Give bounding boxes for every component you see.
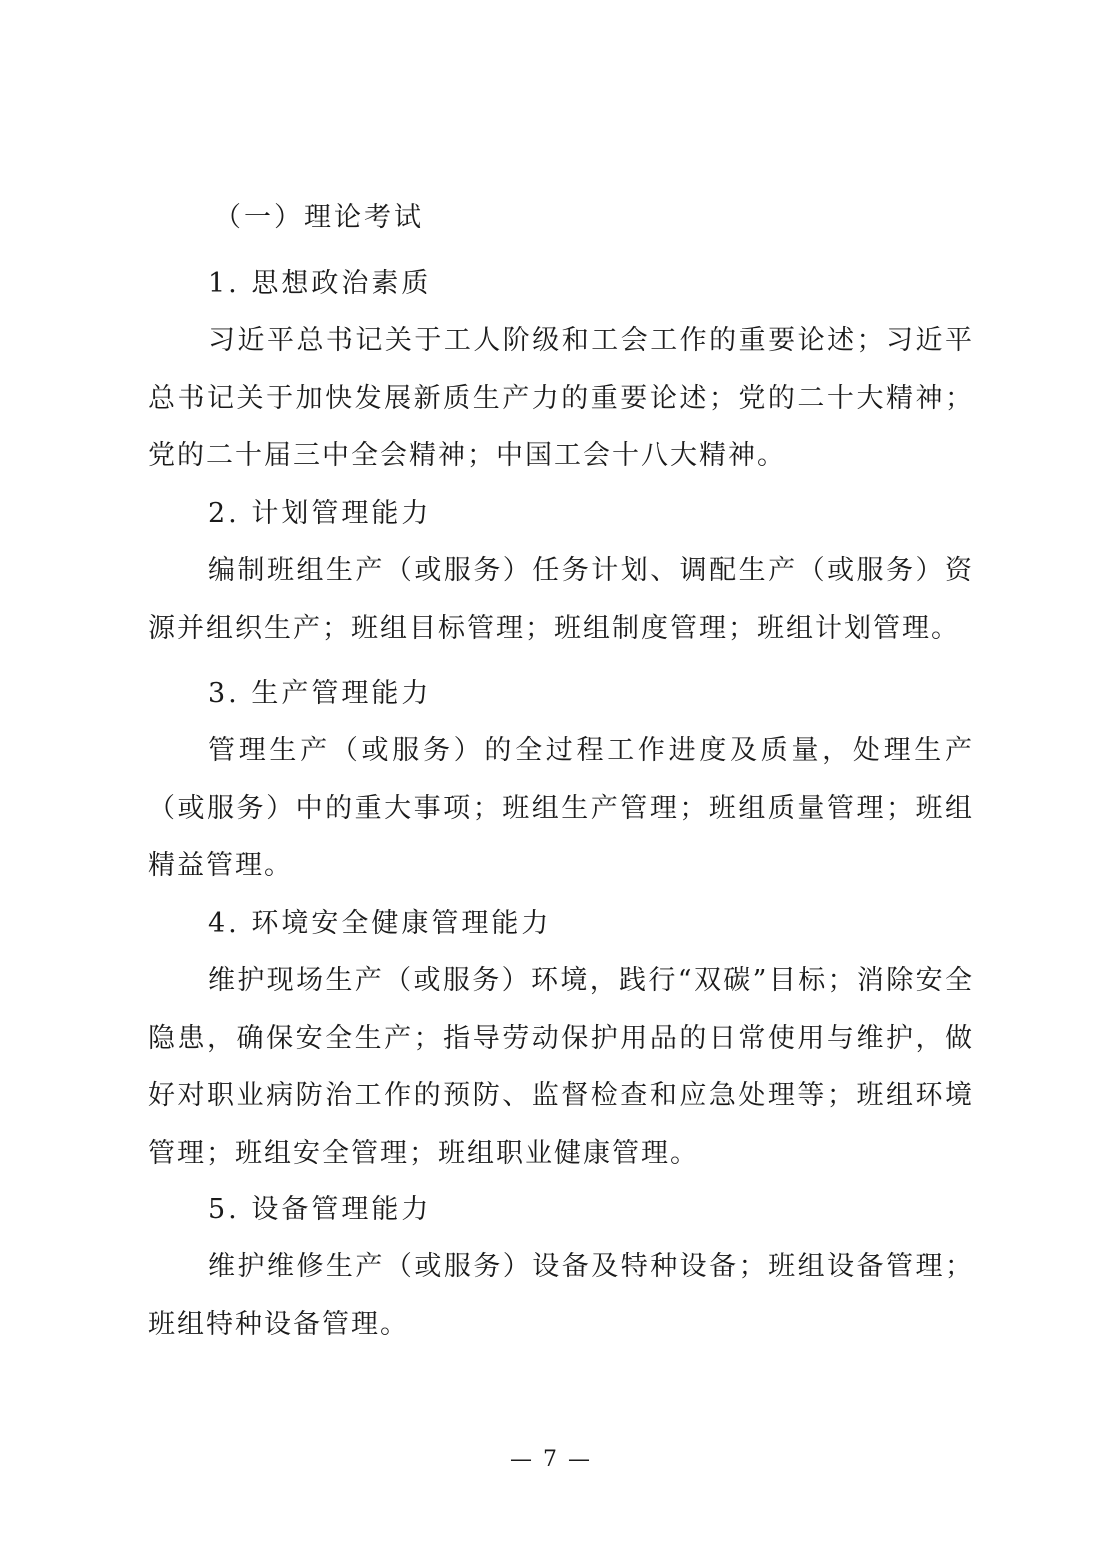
item-3-heading: 3. 生产管理能力: [208, 678, 432, 709]
item-3-body: 管理生产（或服务）的全过程工作进度及质量，处理生产（或服务）中的重大事项；班组生产管理；班组质量管理；班组精益管理。: [148, 735, 974, 881]
item-1-heading: 1. 思想政治素质: [208, 268, 432, 299]
item-4-body: 维护现场生产（或服务）环境，践行“双碳”目标；消除安全隐患，确保安全生产；指导劳动保护用品的日常使用与维护，做好对职业病防治工作的预防、监督检查和应急处理等；班组环境管理；班组安全管理；班组职业健康管理。: [148, 965, 974, 1169]
item-5-heading: 5. 设备管理能力: [208, 1194, 432, 1225]
item-2-heading: 2. 计划管理能力: [208, 498, 432, 529]
item-5-body: 维护维修生产（或服务）设备及特种设备；班组设备管理；班组特种设备管理。: [148, 1251, 974, 1340]
item-4-heading: 4. 环境安全健康管理能力: [208, 908, 552, 939]
item-1-body: 习近平总书记关于工人阶级和工会工作的重要论述；习近平总书记关于加快发展新质生产力的重要论述；党的二十大精神；党的二十届三中全会精神；中国工会十八大精神。: [148, 325, 974, 471]
section-heading: （一）理论考试: [214, 202, 424, 233]
item-2-body: 编制班组生产（或服务）任务计划、调配生产（或服务）资源并组织生产；班组目标管理；班组制度管理；班组计划管理。: [148, 555, 974, 644]
page-number: — 7 —: [510, 1447, 592, 1472]
